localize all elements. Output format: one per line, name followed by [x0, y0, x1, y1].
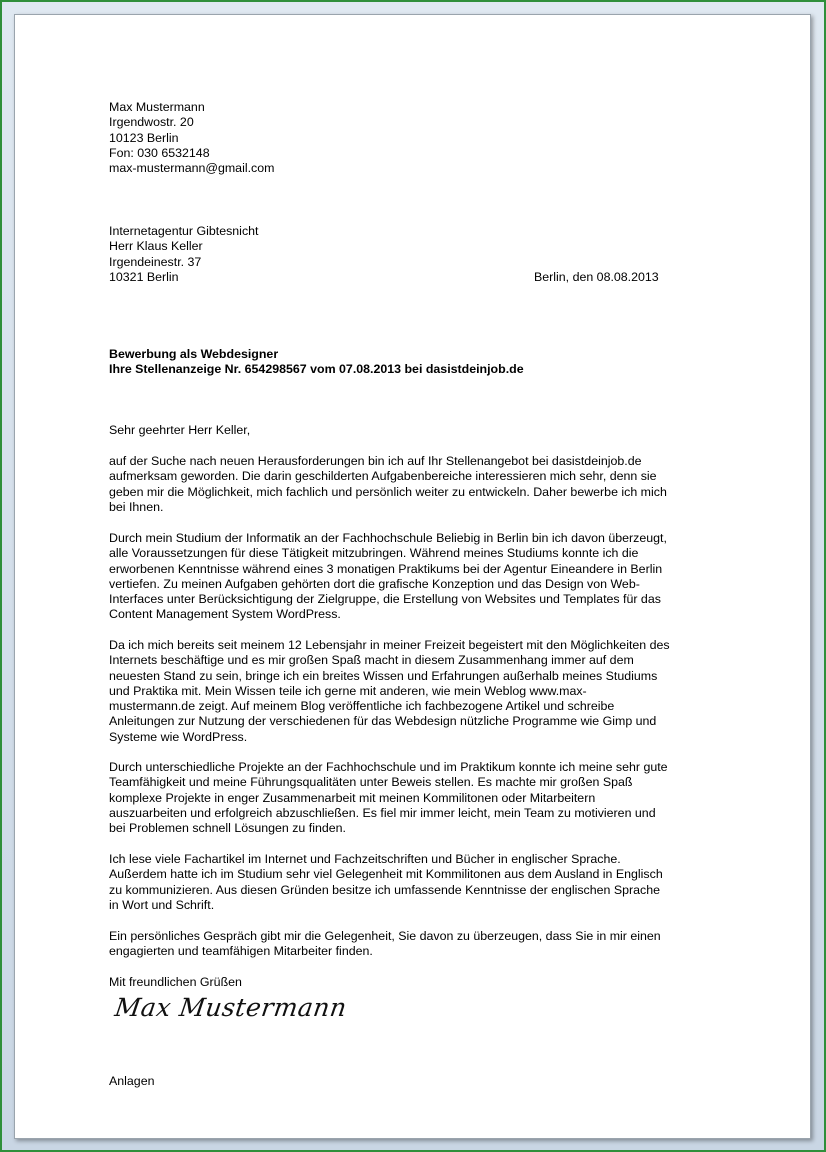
- sender-city: 10123 Berlin: [109, 130, 179, 145]
- paragraph-line: erworbenen Kenntnisse während eines 3 monatigen Praktikums bei der Agentur Eineandere in Berlin: [109, 561, 663, 576]
- attachments-label: Anlagen: [109, 1074, 155, 1088]
- paragraph-3: [109, 638, 719, 745]
- sender-name: Max Mustermann: [109, 100, 205, 114]
- paragraph-5: [109, 852, 719, 913]
- paragraph-line: Internets beschäftige und es mir großen Spaß macht in diesem Zusammenhang immer auf dem: [109, 653, 634, 668]
- paragraph-line: Teamfähigkeit und meine Führungsqualitäten unter Beweis stellen. Es machte mir großen Spaß: [109, 775, 633, 790]
- paragraph-line: Durch mein Studium der Informatik an der Fachhochschule Beliebig in Berlin bin ich davon überzeugt,: [109, 531, 667, 545]
- paragraph-line: bei Ihnen.: [109, 499, 164, 514]
- paragraph-line: bei Problemen schnell Lösungen zu finden.: [109, 821, 346, 836]
- paragraph-6: [109, 929, 719, 960]
- paragraph-line: und Praktika mit. Mein Wissen teile ich gerne mit anderen, wie mein Weblog www.max-: [109, 683, 587, 698]
- sender-address: [109, 100, 719, 176]
- paragraph-line: Interfaces unter Berücksichtigung der Zielgruppe, die Erstellung von Websites und Templates für das: [109, 592, 661, 607]
- letter-date: Berlin, den 08.08.2013: [534, 270, 659, 284]
- recipient-contact: Herr Klaus Keller: [109, 239, 203, 254]
- paragraph-line: Da ich mich bereits seit meinem 12 Lebensjahr in meiner Freizeit begeistert mit den Möglichkeiten des: [109, 638, 670, 652]
- paragraph-line: Außerdem hatte ich im Studium sehr viel Gelegenheit mit Kommilitonen aus dem Ausland in Englisch: [109, 867, 663, 882]
- paragraph-line: auszuarbeiten und erfolgreich abzuschließen. Es fiel mir immer leicht, mein Team zu motivieren und: [109, 805, 656, 820]
- paragraph-line: mustermann.de zeigt. Auf meinem Blog veröffentliche ich fachbezogene Artikel und schreibe: [109, 699, 615, 714]
- paragraph-line: in Wort und Schrift.: [109, 897, 215, 912]
- paragraph-line: neuesten Stand zu sein, bringe ich ein breites Wissen und Erfahrungen außerhalb meines Studiums: [109, 668, 658, 683]
- paragraph-line: Content Management System WordPress.: [109, 607, 341, 622]
- paragraph-line: aufmerksam geworden. Die darin geschilderten Aufgabenbereiche interessieren mich sehr, denn sie: [109, 469, 657, 484]
- subject-line-1: Bewerbung als Webdesigner: [109, 347, 279, 361]
- signature: Max Mustermann: [112, 993, 349, 1022]
- paragraph-line: Ich lese viele Fachartikel im Internet und Fachzeitschriften und Bücher in englischer Sprache.: [109, 852, 621, 866]
- paragraph-line: geben mir die Möglichkeit, mich fachlich und persönlich weiter zu entwickeln. Daher bewerbe ich mich: [109, 484, 667, 499]
- sender-street: Irgendwostr. 20: [109, 115, 194, 130]
- paragraph-line: Ein persönliches Gespräch gibt mir die Gelegenheit, Sie davon zu überzeugen, dass Sie in mir einen: [109, 929, 661, 943]
- subject-block: [109, 347, 719, 378]
- paragraph-line: Anleitungen zur Nutzung der verschiedenen für das Webdesign nützliche Programme wie Gimp und: [109, 714, 657, 729]
- paragraph-line: zu kommunizieren. Aus diesen Gründen besitze ich umfassende Kenntnisse der englischen Sprache: [109, 882, 661, 897]
- letter-page: [14, 14, 811, 1139]
- paragraph-line: auf der Suche nach neuen Herausforderungen bin ich auf Ihr Stellenangebot bei dasistdeinjob.de: [109, 454, 642, 468]
- closing-text: Mit freundlichen Grüßen: [109, 975, 242, 989]
- paragraph-line: Systeme wie WordPress.: [109, 729, 248, 744]
- paragraph-1: [109, 454, 719, 515]
- paragraph-line: engagierten und teamfähigen Mitarbeiter finden.: [109, 944, 373, 959]
- recipient-company: Internetagentur Gibtesnicht: [109, 224, 259, 238]
- sender-email: max-mustermann@gmail.com: [109, 161, 275, 176]
- paragraph-4: [109, 760, 719, 836]
- subject-line-2: Ihre Stellenanzeige Nr. 654298567 vom 07.08.2013 bei dasistdeinjob.de: [109, 362, 524, 377]
- salutation: [109, 423, 719, 438]
- recipient-street: Irgendeinestr. 37: [109, 254, 202, 269]
- paragraph-2: [109, 531, 719, 623]
- paragraph-line: Durch unterschiedliche Projekte an der Fachhochschule und im Praktikum konnte ich meine sehr gute: [109, 760, 668, 774]
- sender-phone: Fon: 030 6532148: [109, 145, 210, 160]
- paragraph-line: komplexe Projekte in enger Zusammenarbeit mit meinen Kommilitonen oder Mitarbeitern: [109, 790, 596, 805]
- paragraph-line: vertiefen. Zu meinen Aufgaben gehörten dort die grafische Konzeption und das Design von Web-: [109, 576, 640, 591]
- paragraph-line: alle Voraussetzungen für diese Tätigkeit mitzubringen. Während meines Studiums konnte ich die: [109, 546, 639, 561]
- recipient-city: 10321 Berlin: [109, 269, 179, 284]
- closing: [109, 975, 719, 990]
- salutation-text: Sehr geehrter Herr Keller,: [109, 423, 251, 437]
- attachments: [109, 1074, 719, 1089]
